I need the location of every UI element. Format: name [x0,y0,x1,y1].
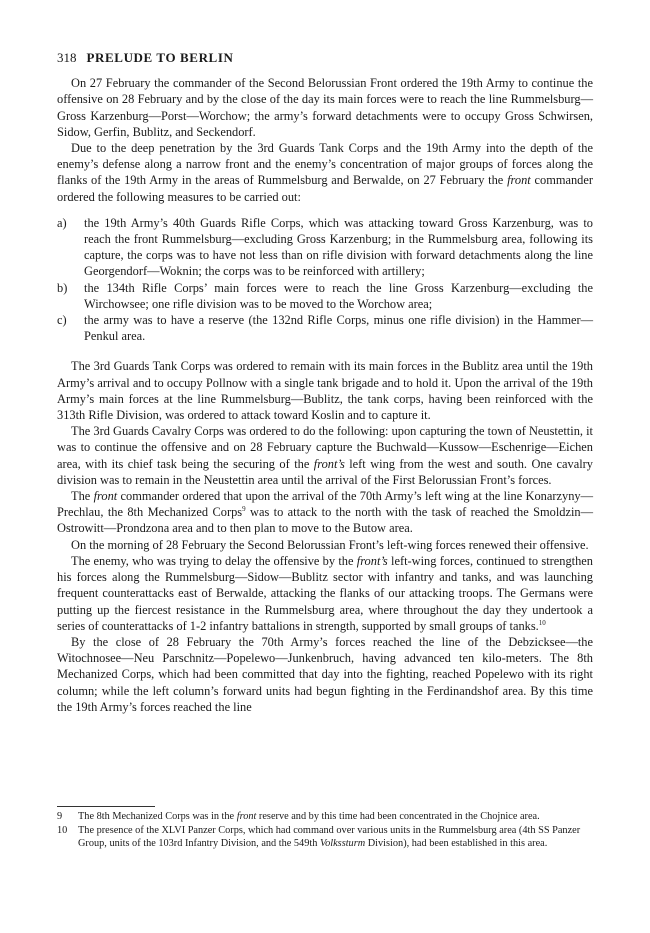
footnote-text: The presence of the XLVI Panzer Corps, which had command over various units in the Rummelsburg area (4th SS Panzer Group, units of the 103rd Infantry Division, and the 549th Volkssturm Division), had been established in this area. [78,824,581,850]
list-item-label: a) [57,215,67,230]
footnote-number: 9 [57,811,63,822]
paragraph-8: By the close of 28 February the 70th Army’s forces reached the line of the Debzicksee—the Witochnosee—Neu Parschnitz—Popelewo—Junkenbruch, having advanced ten kilo-meters. The 8th Mechanized Corps, which had been committed that day into the fighting, reached Popelewo with its right column; while the left column’s forward units had begun fighting in the Ferdinandshof area. By this time the 19th Army’s forces reached the line [57,634,593,714]
footnote-text: The 8th Mechanized Corps was in the front reserve and by this time had been concentrated in the Chojnice area. [78,811,540,822]
paragraph-5: The front commander ordered that upon the arrival of the 70th Army’s left wing at the line Konarzyny—Prechlau, the 8th Mechanized Corps$^9$ was to attack to the north with the task of reached the Smoldzin—Ostrowitt—Prondzona area and to then plan to move to the Butow area. [57,489,593,536]
paragraph-4: The 3rd Guards Cavalry Corps was ordered to do the following: upon capturing the town of Neustettin, it was to continue the offensive and on 28 February capture the Buchwald—Kussow—Eschenrige—Eichen area, with its chief task being the securing of the front’s left wing from the west and south. One cavalry division was to remain in the Neustettin area until the arrival of the First Belorussian Front’s forces. [57,424,593,487]
page-number: 318 [57,50,77,65]
footnote [57,824,593,851]
paragraph-7: The enemy, who was trying to delay the offensive by the front’s left-wing forces, continued to strengthen his forces along the Rummelsburg—Sidow—Bublitz sector with infantry and tanks, and was launching frequent counterattacks east of Berwalde, attacking the flanks of our attacking troops. The Germans were putting up the fiercest resistance in the Rummelsburg area, where throughout the day they undertook a series of counterattacks of 1-2 infantry battalions in strength, supported by small groups of tanks.$^{10}$ [57,553,593,633]
list-item-text: the 134th Rifle Corps’ main forces were to reach the line Gross Karzenburg—excluding the Wirchowsee; one rifle division was to be moved to the Worchow area; [84,280,593,311]
paragraph-6: On the morning of 28 February the Second Belorussian Front’s left-wing forces renewed their offensive. [71,537,589,552]
list-item [57,215,593,280]
paragraph-3: The 3rd Guards Tank Corps was ordered to remain with its main forces in the Bublitz area until the 19th Army’s arrival and to occupy Pollnow with a single tank brigade and to hold it. Upon the arrival of the 19th Army’s main forces at the line Rummelsburg—Bublitz, the tank corps, having been reinforced with the 313th Rifle Division, was ordered to attack toward Koslin and to capture it. [57,359,593,423]
paragraph-1: On 27 February the commander of the Second Belorussian Front ordered the 19th Army to continue the offensive on 28 February and by the close of the day its main forces were to reach the line Rummelsburg—Gross Karzenburg—Porst—Worchow; the army’s forward detachments were to occupy Gross Schwirsen, Sidow, Gerfin, Bublitz, and Seckendorf. [57,76,593,139]
order-list [57,215,593,345]
running-header [57,50,593,66]
list-item-label: b) [57,280,68,295]
footnote-number: 10 [57,824,68,836]
footnote-divider [57,806,155,807]
footnote [57,810,593,824]
list-item-label: c) [57,313,67,328]
list-item-text: the 19th Army’s 40th Guards Rifle Corps, which was attacking toward Gross Karzenburg, was to reach the front Rummelsburg—excluding Gross Karzenburg; in the Rummelsburg area, following its capture, the corps was to have not less than on rifle division with forward detachments along the line Georgendorf—Woknin; the corps was to be reinforced with artillery; [84,215,593,279]
footnote-ref-9: 9 [242,505,246,514]
list-item-text: the army was to have a reserve (the 132nd Rifle Corps, minus one rifle division) in the Hammer—Penkul area. [84,313,593,344]
running-title: PRELUDE TO BERLIN [86,50,234,65]
footnote-ref-10: 10 [538,618,546,627]
list-item [57,312,593,344]
paragraph-2: Due to the deep penetration by the 3rd Guards Tank Corps and the 19th Army into the depth of the enemy’s defense along a narrow front and the enemy’s concentration of major groups of forces along the flanks of the 19th Army in the areas of Rummelsburg and Berwalde, on 27 February the front commander ordered the following measures to be carried out: [57,141,593,204]
page-body [57,50,593,715]
footnotes [57,810,593,851]
list-item [57,280,593,312]
